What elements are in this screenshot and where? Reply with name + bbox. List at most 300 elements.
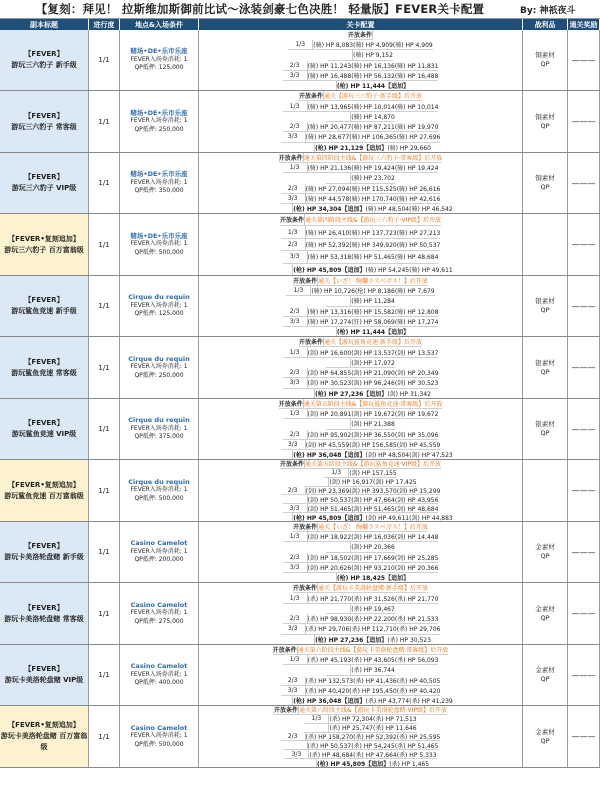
- clear-reward: ———: [568, 337, 600, 398]
- quest-location: [120, 153, 199, 213]
- wave-row: [292, 759, 429, 767]
- enemy-entry: (杀) HP 19,467: [351, 605, 395, 613]
- enemy-entry: (剑) HP 64,855: [307, 370, 352, 378]
- enemy-entry: (骑) HP 16,136: [351, 62, 395, 70]
- clear-reward: ———: [568, 276, 600, 336]
- enemy-entry: (剑) HP 50,537: [307, 496, 352, 504]
- table-header: [0, 19, 600, 30]
- drop-item: QP: [540, 306, 550, 314]
- wave-label: 1/3: [324, 469, 349, 477]
- enemy-entry: (杀) HP 47,664: [353, 751, 397, 759]
- enemy-entry: (骑) HP 170,740: [349, 195, 397, 203]
- enemy-entry: (骑) HP 56,132: [351, 72, 395, 80]
- open-condition-label: 开放条件: [348, 30, 373, 39]
- drop-item: 银素材: [535, 420, 555, 428]
- header-location: 地点&入场条件: [120, 19, 199, 30]
- enemy-entry: (骑) HP 20,477: [307, 124, 352, 132]
- drop-item: 铜素材: [535, 51, 555, 59]
- open-condition-label: 开放条件: [293, 522, 318, 531]
- wave-label: 2/3: [283, 122, 308, 131]
- wave-label: [326, 419, 351, 428]
- wave-label: [304, 724, 329, 732]
- quest-name-tag: 【FEVER】: [24, 603, 64, 612]
- enemy-entry: (杀) HP 158,270: [305, 734, 354, 742]
- wave-label: 1/3: [283, 409, 308, 418]
- drop-item: 银素材: [535, 358, 555, 367]
- wave-label: 3/3: [283, 317, 308, 326]
- wave-row: [283, 741, 439, 750]
- quest-name-tag: 【FEVER•复刻追加】: [8, 480, 80, 489]
- clear-reward: ———: [568, 522, 600, 582]
- wave-label: [268, 264, 293, 275]
- enemy-entry: (骑) HP 9,152: [353, 52, 393, 60]
- enemy-entry: (骑) HP 50,537: [396, 242, 441, 249]
- quest-name: [0, 30, 89, 90]
- wave-row: [283, 593, 439, 603]
- wave-label: [326, 173, 351, 182]
- wave-label: 1/3: [283, 532, 308, 541]
- quest-section: [0, 91, 600, 153]
- wave-config: [199, 276, 523, 336]
- quest-name: [0, 522, 89, 582]
- qp-deposit: QP抵押: 400,000: [134, 679, 184, 687]
- open-condition: 通关第四阶段主线&【游玩三六豹子·常客级】后开放: [303, 155, 443, 163]
- wave-label: [326, 604, 351, 613]
- wave-label: 3/3: [283, 378, 308, 387]
- enemy-entry: (杀) HP 72,304: [329, 716, 373, 724]
- quest-drops: [523, 337, 568, 398]
- enemy-entry: (骑) HP 48,504: [365, 205, 410, 213]
- enemy-entry: (骑) HP 11,243: [307, 62, 352, 70]
- quest-section: [0, 276, 600, 337]
- enemy-entry: (骑) HP 53,318: [307, 254, 352, 262]
- wave-row: [326, 358, 395, 368]
- enemy-entry: (杀) HP 36,744: [351, 667, 395, 675]
- enemy-entry: (杀) HP 22,200: [351, 616, 395, 624]
- quest-drops: [523, 30, 568, 90]
- wave-label: 3/3: [281, 440, 306, 449]
- wave-row: [326, 665, 395, 675]
- enemy-entry: (骑) HP 4,909: [353, 42, 393, 50]
- quest-drops: [523, 522, 568, 582]
- quest-name-title: 游玩卡美洛轮盘赌 常客级: [4, 614, 84, 623]
- wave-label: [312, 81, 337, 90]
- drop-item: 铜素材: [535, 174, 555, 182]
- enemy-entry: (骑) HP 15,582: [351, 308, 395, 316]
- enemy-entry: (骑) HP 10,726: [311, 288, 355, 296]
- enemy-entry: (枪) HP 27,236【追加】: [315, 390, 388, 398]
- enemy-entry: (骑) HP 14,870: [351, 113, 395, 121]
- quest-progress: 1/1: [89, 645, 120, 705]
- enemy-entry: (杀) HP 21,533: [394, 616, 439, 624]
- quest-name-tag: 【FEVER】: [24, 50, 64, 58]
- wave-row: [288, 40, 432, 50]
- enemy-entry: (剑) HP 16,036: [351, 534, 395, 542]
- wave-config: [199, 30, 523, 90]
- open-condition-row: [293, 276, 428, 286]
- quest-name: [0, 399, 89, 459]
- wave-row: [283, 378, 439, 388]
- quest-drops: [523, 91, 568, 152]
- enemy-entry: (骑) HP 26,410: [305, 229, 350, 237]
- location-name: 赌场•DE•乐市乐座: [130, 170, 188, 179]
- enemy-entry: (剑) HP 17,972: [351, 359, 395, 367]
- drop-item: 金素材: [535, 666, 555, 674]
- enemy-entry: (枪) HP 34,304【追加】: [293, 205, 366, 213]
- quest-name: [0, 337, 89, 398]
- enemy-entry: (骑) HP 19,424: [351, 165, 395, 173]
- wave-row: [283, 163, 439, 173]
- enemy-entry: (剑) HP 13,537: [394, 349, 439, 357]
- open-condition-row: [348, 30, 373, 40]
- wave-row: [286, 286, 434, 296]
- enemy-entry: (剑) HP 45,559: [305, 441, 350, 449]
- enemy-entry: (剑) HP 13,537: [351, 349, 395, 357]
- quest-location: [120, 276, 199, 336]
- enemy-entry: (剑) HP 20,626: [307, 564, 352, 572]
- enemy-entry: (枪) HP 8,186: [355, 288, 395, 296]
- enemy-entry: (杀) HP 40,420: [305, 687, 350, 695]
- wave-label: [283, 495, 308, 503]
- enemy-entry: (杀) HP 195,450: [349, 687, 397, 695]
- clear-reward: ———: [568, 91, 600, 152]
- quest-name-title: 游玩鲨鱼竞速 新手级: [11, 307, 77, 315]
- clear-reward: ———: [568, 460, 600, 521]
- wave-row: [283, 251, 439, 263]
- quest-progress: 1/1: [89, 91, 120, 152]
- quest-location: [120, 460, 199, 521]
- quest-section: [0, 706, 600, 768]
- header-reward: 通关奖励: [568, 19, 600, 30]
- clear-reward: ———: [568, 583, 600, 644]
- enemy-entry: (骑) HP 8,083: [313, 42, 354, 50]
- wave-row: [326, 542, 395, 552]
- open-condition: 通关【游玩卡美洛轮盘赌·新手级】后开放: [318, 585, 428, 593]
- enemy-entry: (杀) HP 132,573: [305, 677, 354, 685]
- enemy-entry: (剑) HP 93,210: [351, 564, 395, 572]
- open-condition-row: [280, 214, 441, 226]
- enemy-entry: (杀) HP 29,706: [305, 626, 350, 634]
- wave-row: [326, 173, 395, 183]
- quest-name-title: 游玩鲨鱼竞速 VIP级: [11, 430, 77, 438]
- wave-label: 3/3: [283, 71, 308, 80]
- quest-location: [120, 214, 199, 275]
- quest-progress: 1/1: [89, 276, 120, 336]
- enemy-entry: (骑) HP 12,808: [394, 308, 439, 316]
- qp-deposit: QP抵押: 125,000: [134, 310, 184, 318]
- location-name: Cirque du requin: [128, 354, 190, 363]
- quest-name-title: 游玩卡美洛轮盘赌 新手级: [4, 553, 84, 561]
- enemy-entry: (剑) HP 20,349: [394, 370, 439, 378]
- quest-drops: [523, 645, 568, 705]
- wave-label: 1/3: [304, 715, 329, 723]
- quest-name: [0, 153, 89, 213]
- quest-name-tag: 【FEVER•复刻追加】: [8, 721, 80, 729]
- drop-item: QP: [540, 675, 550, 683]
- enemy-entry: (骑) HP 17,274: [307, 318, 352, 326]
- wave-row: [283, 307, 439, 317]
- drop-item: 金素材: [535, 543, 555, 551]
- open-condition-row: [273, 645, 449, 655]
- wave-label: 3/3: [284, 750, 309, 758]
- wave-label: [292, 759, 317, 767]
- wave-row: [312, 327, 409, 336]
- enemy-entry: (剑) HP 156,585: [349, 441, 397, 449]
- open-condition-row: [279, 153, 443, 163]
- wave-label: [328, 50, 353, 59]
- wave-row: [283, 563, 439, 573]
- enemy-entry: (枪) HP 45,809【追加】: [316, 760, 390, 768]
- wave-row: [283, 655, 439, 665]
- wave-config: [199, 214, 523, 275]
- open-condition: 通关【いざ！ 絢爛ラスベガス！】后开放: [318, 524, 428, 532]
- wave-row: [284, 750, 436, 759]
- quest-name: [0, 583, 89, 644]
- qp-deposit: QP抵押: 275,000: [134, 617, 184, 625]
- quest-progress: 1/1: [89, 337, 120, 398]
- enemy-entry: (剑) HP 157,155: [349, 470, 397, 478]
- page-title: 【复刻：拜见！ 拉斯维加斯御前比试～泳装剑豪七色决胜！ 轻量版】FEVER关卡配置: [35, 2, 485, 16]
- wave-label: 3/3: [281, 686, 306, 695]
- wave-label: 2/3: [281, 487, 306, 495]
- enemy-entry: (枪) HP 11,444【追加】: [336, 82, 410, 90]
- open-condition-label: 开放条件: [279, 399, 304, 408]
- wave-row: [326, 296, 395, 306]
- clear-reward: ———: [568, 706, 600, 767]
- enemy-entry: (剑) HP 51,465: [351, 505, 395, 513]
- ticket-cost: FEVER入场券消耗: 1: [130, 424, 188, 432]
- enemy-entry: (剑) HP 30,523: [394, 380, 439, 388]
- wave-label: [290, 143, 315, 152]
- wave-config: [199, 522, 523, 582]
- enemy-entry: (骑) HP 17,274: [394, 318, 439, 326]
- wave-row: [312, 81, 409, 90]
- quest-drops: [523, 214, 568, 275]
- wave-label: [268, 513, 293, 521]
- qp-deposit: QP抵押: 500,000: [134, 740, 184, 748]
- header-config: 关卡配置: [199, 19, 523, 30]
- wave-label: [283, 741, 308, 749]
- location-name: Cirque du requin: [128, 293, 190, 302]
- wave-row: [281, 440, 441, 450]
- open-condition-row: [274, 706, 447, 715]
- quest-progress: 1/1: [89, 30, 120, 90]
- wave-label: 2/3: [281, 676, 306, 685]
- enemy-entry: (剑) HP 18,502: [307, 554, 352, 562]
- wave-config: [199, 153, 523, 213]
- enemy-entry: (杀) HP 40,505: [396, 677, 441, 685]
- quest-progress: 1/1: [89, 583, 120, 644]
- wave-label: [268, 204, 293, 213]
- wave-config: [199, 706, 523, 767]
- enemy-entry: (剑) HP 16,917: [329, 479, 373, 487]
- wave-row: [304, 715, 416, 724]
- enemy-entry: (剑) HP 31,342: [387, 390, 431, 398]
- wave-row: [328, 50, 393, 60]
- wave-label: 3/3: [283, 251, 308, 262]
- location-name: Cirque du requin: [128, 477, 190, 486]
- wave-row: [324, 469, 396, 478]
- wave-label: [304, 478, 329, 486]
- ticket-cost: FEVER入场券消耗: 1: [130, 240, 188, 248]
- enemy-entry: (剑) HP 96,246: [351, 380, 395, 388]
- quest-drops: [523, 276, 568, 336]
- enemy-entry: (剑) HP 48,504: [365, 451, 410, 459]
- open-condition-row: [293, 583, 428, 593]
- wave-row: [281, 184, 441, 194]
- wave-row: [283, 71, 439, 81]
- enemy-entry: (骑) HP 7,679: [394, 288, 435, 296]
- enemy-entry: (杀) HP 52,392: [353, 734, 397, 742]
- wave-row: [304, 478, 416, 487]
- quest-location: [120, 30, 199, 90]
- qp-deposit: QP抵押: 350,000: [134, 187, 184, 195]
- quest-name-tag: 【FEVER】: [24, 665, 64, 673]
- enemy-entry: (骑) HP 87,211: [351, 124, 395, 132]
- open-condition-label: 开放条件: [299, 337, 324, 346]
- open-condition: 通关【游玩鲨鱼竞速·新手级】后开放: [324, 339, 422, 347]
- ticket-cost: FEVER入场券消耗: 1: [130, 486, 188, 494]
- header-progress: 进行度: [89, 19, 120, 30]
- wave-row: [283, 101, 439, 111]
- enemy-entry: (杀) HP 21,770: [394, 595, 439, 603]
- ticket-cost: FEVER入场券消耗: 1: [130, 178, 188, 186]
- enemy-entry: (剑) HP 35,096: [394, 431, 439, 439]
- wave-row: [281, 226, 441, 238]
- wave-label: [326, 665, 351, 674]
- wave-config: [199, 645, 523, 705]
- wave-row: [283, 532, 439, 542]
- drop-item: QP: [540, 552, 550, 560]
- wave-row: [268, 513, 453, 521]
- enemy-entry: (杀) HP 30,523: [387, 636, 431, 644]
- wave-label: [312, 327, 337, 336]
- wave-row: [283, 317, 439, 327]
- wave-label: 1/3: [283, 347, 308, 356]
- enemy-entry: (枪) HP 18,425【追加】: [336, 574, 410, 582]
- qp-deposit: QP抵押: 125,000: [134, 64, 184, 72]
- enemy-entry: (剑) HP 47,664: [351, 496, 395, 504]
- author-credit: By: 神祇夜斗: [520, 5, 576, 16]
- open-condition: 通关【いざ！ 絢爛ラスベガス！】后开放: [318, 278, 428, 286]
- qp-deposit: QP抵押: 500,000: [134, 494, 184, 502]
- quest-section: [0, 522, 600, 583]
- enemy-entry: (剑) HP 25,285: [394, 554, 439, 562]
- enemy-entry: (骑) HP 10,014: [351, 103, 395, 111]
- open-condition: 通关第四阶段主线&【游玩三六豹子·VIP级】后开放: [304, 217, 442, 225]
- enemy-entry: (骑) HP 4,909: [392, 42, 433, 50]
- open-condition-label: 开放条件: [299, 91, 324, 100]
- enemy-entry: (骑) HP 21,136: [307, 165, 352, 173]
- enemy-entry: (剑) HP 20,366: [351, 544, 395, 552]
- quest-name: [0, 706, 89, 767]
- enemy-entry: (剑) HP 21,090: [351, 370, 395, 378]
- enemy-entry: (骑) HP 27,696: [396, 134, 441, 142]
- drop-item: 金素材: [535, 604, 555, 613]
- enemy-entry: (杀) HP 50,537: [307, 742, 352, 750]
- enemy-entry: (狂) HP 58,069: [351, 318, 395, 326]
- quest-name-title: 游玩卡美洛轮盘赌 百万富翁级: [0, 732, 88, 751]
- enemy-entry: (骑) HP 11,284: [351, 298, 395, 306]
- drop-item: 银素材: [535, 297, 555, 305]
- wave-label: 2/3: [283, 614, 308, 623]
- wave-row: [268, 450, 453, 459]
- quest-progress: 1/1: [89, 706, 120, 767]
- enemy-entry: (骑) HP 19,970: [394, 124, 439, 132]
- open-condition-row: [279, 399, 443, 409]
- drop-item: QP: [540, 60, 550, 68]
- location-name: Cirque du requin: [128, 416, 190, 425]
- clear-reward: ———: [568, 30, 600, 90]
- wave-config: [199, 460, 523, 521]
- enemy-entry: (剑) HP 30,523: [307, 380, 352, 388]
- ticket-cost: FEVER入场券消耗: 1: [130, 301, 188, 309]
- open-condition: 通关【游玩三六豹子·新手级】后开放: [324, 93, 422, 101]
- qp-deposit: QP抵押: 375,000: [134, 433, 184, 441]
- quest-progress: 1/1: [89, 460, 120, 521]
- quest-name: [0, 276, 89, 336]
- enemy-entry: (剑) HP 20,366: [394, 564, 439, 572]
- enemy-entry: (枪) HP 45,809【追加】: [293, 266, 366, 274]
- enemy-entry: (骑) HP 42,616: [396, 195, 441, 203]
- enemy-entry: (杀) HP 54,245: [351, 742, 395, 750]
- header-quest-title: 副本标题: [0, 19, 89, 30]
- enemy-entry: (骑) HP 11,831: [394, 62, 439, 70]
- ticket-cost: FEVER入场券消耗: 1: [130, 55, 188, 63]
- wave-label: 3/3: [281, 132, 306, 141]
- clear-reward: ———: [568, 214, 600, 275]
- wave-label: 1/3: [283, 655, 308, 664]
- enemy-entry: (骑) HP 49,611: [409, 266, 453, 274]
- quest-section: [0, 583, 600, 645]
- enemy-entry: (杀) HP 98,930: [307, 616, 352, 624]
- drop-item: 金素材: [535, 727, 555, 736]
- wave-row: [283, 430, 439, 440]
- enemy-entry: (骑) HP 10,014: [394, 103, 439, 111]
- enemy-entry: (剑) HP 17,669: [351, 554, 395, 562]
- quest-location: [120, 583, 199, 644]
- enemy-entry: (杀) HP 48,684: [309, 751, 354, 759]
- wave-row: [283, 504, 439, 513]
- enemy-entry: (杀) HP 51,465: [394, 742, 439, 750]
- ticket-cost: FEVER入场券消耗: 1: [130, 363, 188, 371]
- wave-label: 2/3: [281, 239, 306, 250]
- location-name: 赌场•DE•乐市乐座: [130, 108, 188, 117]
- quest-progress: 1/1: [89, 399, 120, 459]
- enemy-entry: (杀) HP 1,465: [389, 760, 430, 768]
- qp-deposit: QP抵押: 500,000: [134, 248, 184, 256]
- wave-row: [326, 112, 395, 122]
- enemy-entry: (剑) HP 36,550: [351, 431, 395, 439]
- wave-row: [283, 614, 439, 624]
- enemy-entry: (枪) HP 21,129【追加】: [315, 144, 388, 152]
- enemy-entry: (骑) HP 29,660: [387, 144, 431, 152]
- quest-name: [0, 460, 89, 521]
- quest-section: [0, 645, 600, 706]
- quest-name-title: 游玩三六豹子 百万富翁级: [4, 245, 84, 254]
- enemy-entry: (杀) HP 41,436: [353, 677, 397, 685]
- enemy-entry: (骑) HP 27,213: [396, 229, 441, 237]
- wave-label: 2/3: [283, 61, 308, 70]
- quest-drops: [523, 399, 568, 459]
- enemy-entry: (剑) HP 393,570: [349, 488, 397, 496]
- wave-row: [281, 624, 441, 634]
- enemy-entry: (杀) HP 31,526: [351, 595, 395, 603]
- wave-row: [281, 194, 441, 204]
- quest-name-tag: 【FEVER】: [24, 111, 64, 120]
- quest-name-tag: 【FEVER】: [24, 173, 64, 181]
- quest-name-title: 游玩三六豹子 VIP级: [11, 184, 77, 192]
